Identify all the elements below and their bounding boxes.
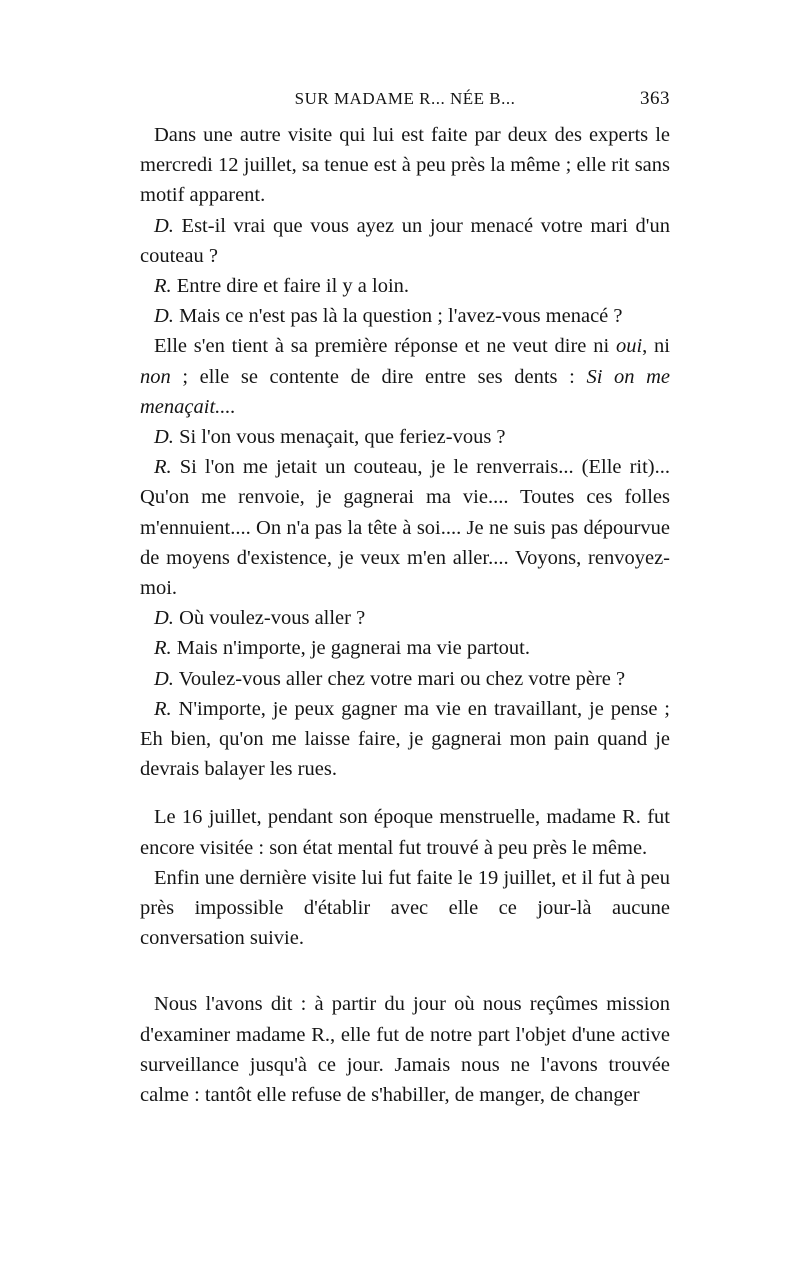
dialogue-line bbox=[140, 603, 670, 633]
italic-quote: Si on me menaçait.... bbox=[140, 365, 670, 418]
paragraph: Elle s'en tient à sa première réponse et ne veut dire ni oui, ni non ; elle se contente de dire entre ses dents : Si on me menaçait.... bbox=[140, 335, 670, 418]
running-title: SUR MADAME R... NÉE B... bbox=[294, 89, 516, 108]
dialogue-text: Où voulez-vous aller ? bbox=[173, 607, 366, 630]
book-page bbox=[140, 88, 670, 1110]
dialogue-line bbox=[140, 452, 670, 603]
page-number: 363 bbox=[640, 88, 670, 109]
dialogue-text: Si l'on me jetait un couteau, je le renverrais... (Elle rit)... Qu'on me renvoie, je gagnerai ma vie.... Toutes ces folles m'ennuient.... On n'a pas la tête à soi.... Je ne suis pas dépourvue de moyens d'existence, je veux m'en aller.... Voyons, renvoyez-moi. bbox=[140, 456, 670, 600]
italic-word: oui bbox=[615, 335, 643, 358]
speaker-label: D. bbox=[154, 214, 174, 237]
dialogue-text: Mais n'importe, je gagnerai ma vie partout. bbox=[171, 637, 531, 660]
running-head bbox=[140, 88, 670, 120]
speaker-label: R. bbox=[154, 637, 172, 660]
paragraph: Nous l'avons dit : à partir du jour où nous reçûmes mission d'examiner madame R., elle fut de notre part l'objet d'une active surveillance jusqu'à ce jour. Jamais nous ne l'avons trouvée calme : tantôt elle refuse de s'habiller, de manger, de changer bbox=[140, 993, 670, 1107]
paragraph: Dans une autre visite qui lui est faite par deux des experts le mercredi 12 juillet, sa tenue est à peu près la même ; elle rit sans motif apparent. bbox=[140, 124, 670, 207]
speaker-label: R. bbox=[154, 456, 172, 479]
body-text bbox=[140, 120, 670, 1110]
dialogue-line bbox=[140, 211, 670, 271]
dialogue-text: N'importe, je peux gagner ma vie en travaillant, je pense ; Eh bien, qu'on me laisse faire, je gagnerai mon pain quand je devrais balayer les rues. bbox=[140, 697, 670, 781]
speaker-label: R. bbox=[154, 275, 172, 298]
speaker-label: R. bbox=[154, 697, 172, 720]
speaker-label: D. bbox=[154, 607, 174, 630]
dialogue-line bbox=[140, 664, 670, 694]
dialogue-text: Voulez-vous aller chez votre mari ou chez votre père ? bbox=[173, 667, 626, 690]
dialogue-line bbox=[140, 694, 670, 785]
speaker-label: D. bbox=[154, 426, 174, 449]
paragraph: Le 16 juillet, pendant son époque menstruelle, madame R. fut encore visitée : son état mental fut trouvé à peu près le même. bbox=[140, 806, 670, 859]
dialogue-text: Est-il vrai que vous ayez un jour menacé votre mari d'un couteau ? bbox=[140, 214, 670, 267]
dialogue-line bbox=[140, 422, 670, 452]
speaker-label: D. bbox=[154, 305, 174, 328]
dialogue-line bbox=[140, 271, 670, 301]
dialogue-line bbox=[140, 633, 670, 663]
speaker-label: D. bbox=[154, 667, 174, 690]
paragraph: Enfin une dernière visite lui fut faite le 19 juillet, et il fut à peu près impossible d'établir avec elle ce jour-là aucune conversation suivie. bbox=[140, 866, 670, 950]
dialogue-text: Si l'on vous menaçait, que feriez-vous ? bbox=[173, 426, 506, 449]
dialogue-text: Mais ce n'est pas là la question ; l'avez-vous menacé ? bbox=[173, 305, 623, 328]
italic-word: non bbox=[140, 365, 171, 388]
dialogue-text: Entre dire et faire il y a loin. bbox=[171, 275, 410, 298]
dialogue-line bbox=[140, 301, 670, 331]
